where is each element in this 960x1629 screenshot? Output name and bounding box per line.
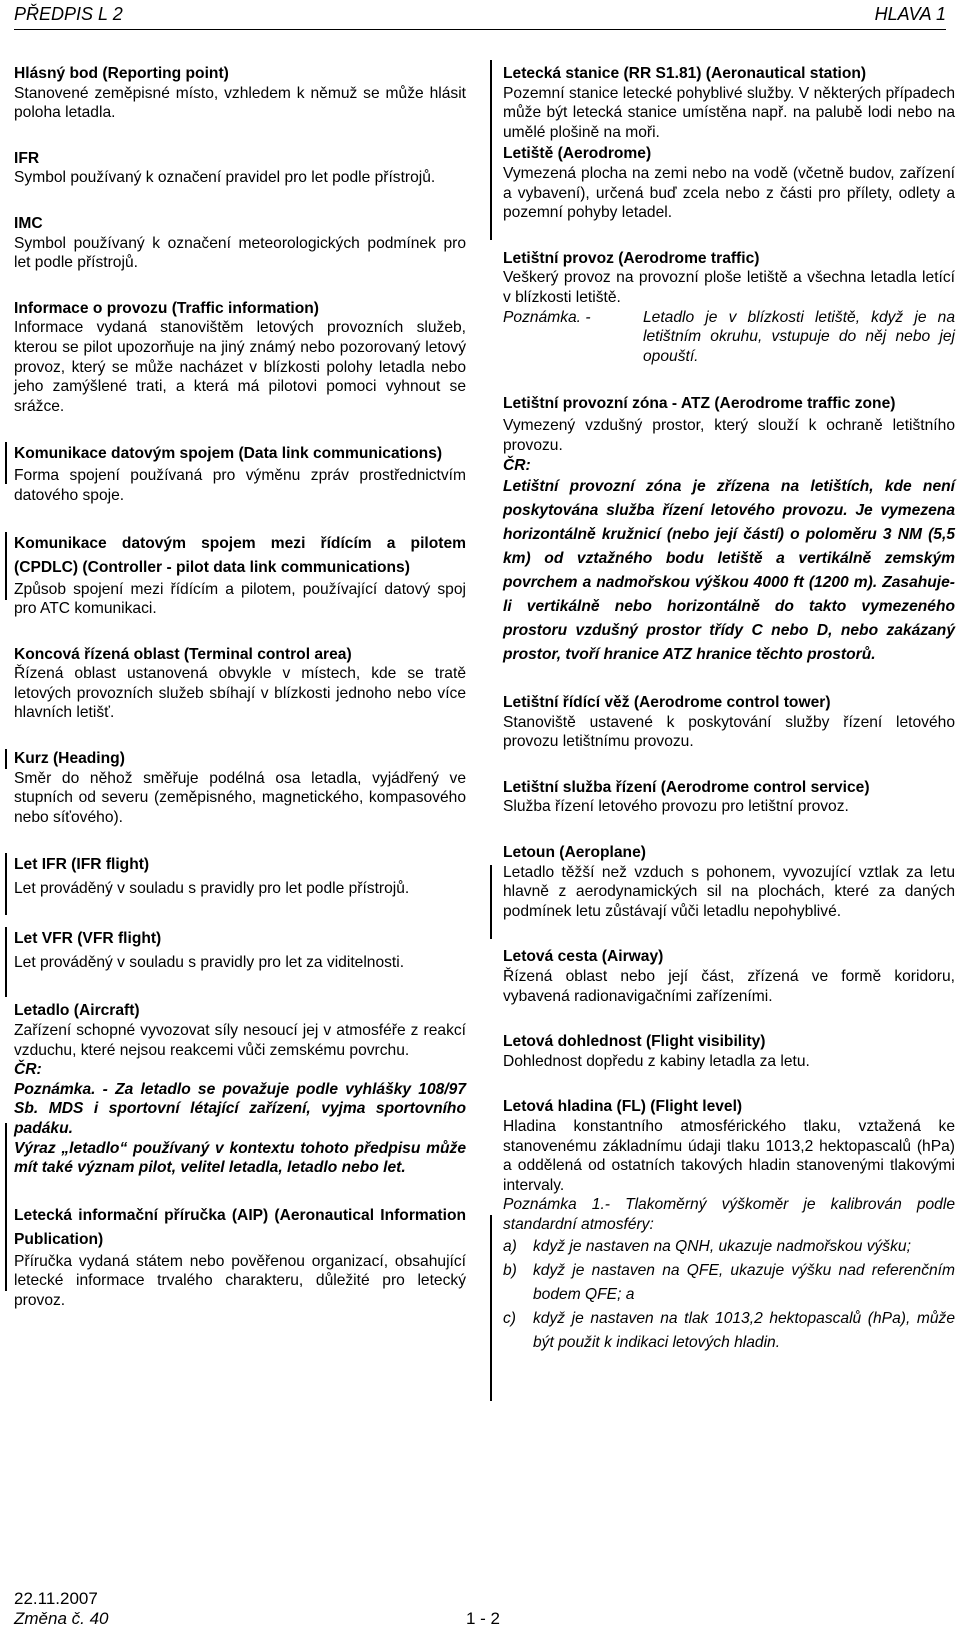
list-label: a) <box>503 1237 517 1255</box>
cr-note-2: Výraz „letadlo“ používaný v kontextu tohoto předpisu může mít také význam pilot, velitel letadla, letadlo nebo let. <box>14 1139 466 1177</box>
term: Letová cesta (Airway) <box>503 948 664 966</box>
term: Letištní řídící věž (Aerodrome control tower) <box>503 694 831 712</box>
left-column <box>14 64 466 1311</box>
definition-text: Vymezená plocha na zemi nebo na vodě (včetně budov, zařízení a vybavení), určená buď zcela nebo z části pro přílety, odlety a pozemní pohyby letadel. <box>503 164 955 222</box>
definition-data-link <box>14 442 466 505</box>
change-bar <box>5 1204 7 1248</box>
definition-aircraft <box>14 1001 466 1177</box>
term: Letoun (Aeroplane) <box>503 844 646 862</box>
term: Letecká informační příručka (AIP) (Aeronautical Information Publication) <box>14 1206 466 1248</box>
list-item <box>503 1235 955 1259</box>
term: Letiště (Aerodrome) <box>503 145 652 163</box>
definition-text: Hladina konstantního atmosférického tlaku, vztažená ke stanovenému základnímu údaji tlaku 1013,2 hektopascalů (hPa) a oddělená od ostatních takových hladin stanovenými tlakovými intervaly. <box>503 1118 955 1194</box>
definition-aerodrome-control-tower <box>503 693 955 752</box>
change-bar <box>490 1215 492 1401</box>
definition-text: Let prováděný v souladu s pravidly pro let za viditelnosti. <box>14 954 405 972</box>
definition-text: Symbol používaný k označení pravidel pro let podle přístrojů. <box>14 169 436 187</box>
definition-reporting-point <box>14 64 466 123</box>
definition-text: Směr do něhož směřuje podélná osa letadla, vyjádřený ve stupních od severu (zeměpisného, magnetického, kompasového nebo síťového). <box>14 769 466 826</box>
note-text: Letadlo je v blízkosti letiště, když je na letištním okruhu, vstupuje do něj nebo jej opouští. <box>643 308 955 365</box>
change-bar <box>5 927 7 997</box>
definition-airway <box>503 947 955 1006</box>
cr-label: ČR: <box>14 1061 42 1079</box>
definition-text: Veškerý provoz na provozní ploše letiště a všechna letadla letící v blízkosti letiště. <box>503 269 955 306</box>
definition-aip <box>14 1204 466 1311</box>
footer-amendment: Změna č. 40 <box>14 1609 109 1628</box>
definition-text: Dohlednost dopředu z kabiny letadla za letu. <box>503 1052 810 1070</box>
definition-atz <box>503 392 955 667</box>
term: Informace o provozu (Traffic information) <box>14 299 319 317</box>
definition-text: Řízená oblast ustanovená obvykle v místech, kde se tratě letových provozních služeb sbíhají v blízkosti jednoho nebo více hlavních letišť. <box>14 665 466 722</box>
term: IMC <box>14 214 43 232</box>
definition-terminal-control-area <box>14 645 466 723</box>
term: Letadlo (Aircraft) <box>14 1002 140 1020</box>
term: Komunikace datovým spojem mezi řídícím a pilotem (CPDLC) (Controller - pilot data link communications) <box>14 534 466 576</box>
list-item <box>503 1307 955 1355</box>
footer-page-number: 1 - 2 <box>466 1609 501 1628</box>
definition-text: Zařízení schopné vyvozovat síly nesoucí jej v atmosféře z reakcí vzduchu, které nejsou reakcemi vůči zemskému povrchu. <box>14 1022 466 1059</box>
list-item <box>503 1259 955 1307</box>
definition-ifr-flight <box>14 853 466 901</box>
definition-text: Forma spojení používaná pro výměnu zpráv prostřednictvím datového spoje. <box>14 467 466 504</box>
definition-aeroplane <box>503 843 955 921</box>
definition-text: Stanovené zeměpisné místo, vzhledem k němuž se může hlásit poloha letadla. <box>14 84 466 122</box>
definition-aerodrome-control-service <box>503 778 955 817</box>
definition-aerodrome-traffic <box>503 249 955 367</box>
definition-heading <box>14 749 466 827</box>
definition-text: Letadlo těžší než vzduch s pohonem, vyvozující vztlak za letu hlavně z aerodynamických sil na plochách, které za daných podmínek letu zůstávají vůči letadlu nepohyblivé. <box>503 863 955 920</box>
list-text: když je nastaven na QFE, ukazuje výšku nad referenčním bodem QFE; a <box>533 1261 955 1303</box>
definition-aeronautical-station <box>503 64 955 142</box>
note-label: Poznámka. - <box>503 308 591 326</box>
definition-text: Let prováděný v souladu s pravidly pro let podle přístrojů. <box>14 880 410 898</box>
list-label: c) <box>503 1309 516 1327</box>
term: IFR <box>14 149 40 167</box>
term: Letištní provoz (Aerodrome traffic) <box>503 249 760 267</box>
note-text: Poznámka 1.- Tlakoměrný výškoměr je kalibrován podle standardní atmosféry: <box>503 1196 955 1233</box>
definition-text: Způsob spojení mezi řídícím a pilotem, používající datový spoj pro ATC komunikaci. <box>14 580 466 618</box>
list-label: b) <box>503 1261 517 1279</box>
change-bar <box>5 853 7 915</box>
right-column <box>503 64 955 1355</box>
definition-text: Příručka vydaná státem nebo pověřenou organizací, obsahující letecké informace trvalého charakteru, důležité pro letecký provoz. <box>14 1252 466 1309</box>
definition-text: Vymezený vzdušný prostor, který slouží k ochraně letištního provozu. <box>503 417 955 454</box>
definition-text: Stanoviště ustavené k poskytování služby řízení letového provozu letištnímu provozu. <box>503 713 955 751</box>
term: Komunikace datovým spojem (Data link communications) <box>14 445 443 463</box>
cr-text: Letištní provozní zóna je zřízena na letištích, kde není poskytována služba řízení letového provozu. Je vymezena horizontálně kružnicí (nebo její částí) o poloměru 3 NM (5,5 km) od vztažného bodu letiště a vertikálně zemským povrchem a nadmořskou výškou 4000 ft (1200 m). Zasahuje-li vertikálně nebo horizontálně do takto vymezeného prostoru vzdušný prostor třídy C nebo D, nebo zakázaný prostor, tvoří hranice ATZ hranice těchto prostorů. <box>503 478 955 664</box>
footer-date: 22.11.2007 <box>14 1589 98 1608</box>
term: Let IFR (IFR flight) <box>14 856 150 874</box>
term: Letová hladina (FL) (Flight level) <box>503 1098 743 1116</box>
definition-text: Informace vydaná stanovištěm letových provozních služeb, kterou se pilot upozorňuje na jiný známý nebo pozorovaný letový provoz, který se může nacházet v blízkosti polohy letadla nebo jeho zamýšlené trati, a která má pilotovi pomoci vyhnout se srážce. <box>14 319 466 415</box>
definition-text: Symbol používaný k označení meteorologických podmínek pro let podle přístrojů. <box>14 234 466 272</box>
cr-label: ČR: <box>503 456 531 474</box>
term: Letištní služba řízení (Aerodrome control service) <box>503 778 870 796</box>
definition-traffic-information <box>14 299 466 417</box>
change-bar <box>5 749 7 769</box>
definition-ifr <box>14 149 466 188</box>
term: Letecká stanice (RR S1.81) (Aeronautical station) <box>503 65 867 82</box>
cr-note: Poznámka. - Za letadlo se považuje podle vyhlášky 108/97 Sb. MDS i sportovní létající zařízení, vyjma sportovního padáku. <box>14 1080 466 1137</box>
term: Koncová řízená oblast (Terminal control area) <box>14 645 352 663</box>
definition-cpdlc <box>14 532 466 619</box>
list-text: když je nastaven na tlak 1013,2 hektopascalů (hPa), může být použit k indikaci letových hladin. <box>533 1309 955 1351</box>
note <box>503 308 955 367</box>
definition-flight-level <box>503 1097 955 1354</box>
definition-vfr-flight <box>14 927 466 975</box>
term: Letištní provozní zóna - ATZ (Aerodrome traffic zone) <box>503 395 896 413</box>
term: Kurz (Heading) <box>14 750 125 768</box>
definition-text: Řízená oblast nebo její část, zřízená ve formě koridoru, vybavená radionavigačními zařízeními. <box>503 968 955 1005</box>
running-header-left: PŘEDPIS L 2 <box>14 4 123 24</box>
list-text: když je nastaven na QNH, ukazuje nadmořskou výšku; <box>533 1237 911 1255</box>
definition-flight-visibility <box>503 1032 955 1071</box>
header-rule <box>14 29 946 30</box>
change-bar <box>5 442 7 484</box>
definition-text: Pozemní stanice letecké pohyblivé služby. V některých případech může být letecká stanice umístěna např. na palubě lodi nebo na umělé plošině na moři. <box>503 84 955 141</box>
change-bar <box>490 144 492 240</box>
term: Let VFR (VFR flight) <box>14 930 162 948</box>
definition-imc <box>14 214 466 273</box>
term: Hlásný bod (Reporting point) <box>14 65 229 82</box>
change-bar <box>490 865 492 939</box>
term: Letová dohlednost (Flight visibility) <box>503 1033 766 1051</box>
change-bar <box>5 532 7 600</box>
definition-aerodrome <box>503 144 955 222</box>
running-header-right: HLAVA 1 <box>874 4 946 24</box>
definition-text: Služba řízení letového provozu pro letištní provoz. <box>503 798 849 816</box>
